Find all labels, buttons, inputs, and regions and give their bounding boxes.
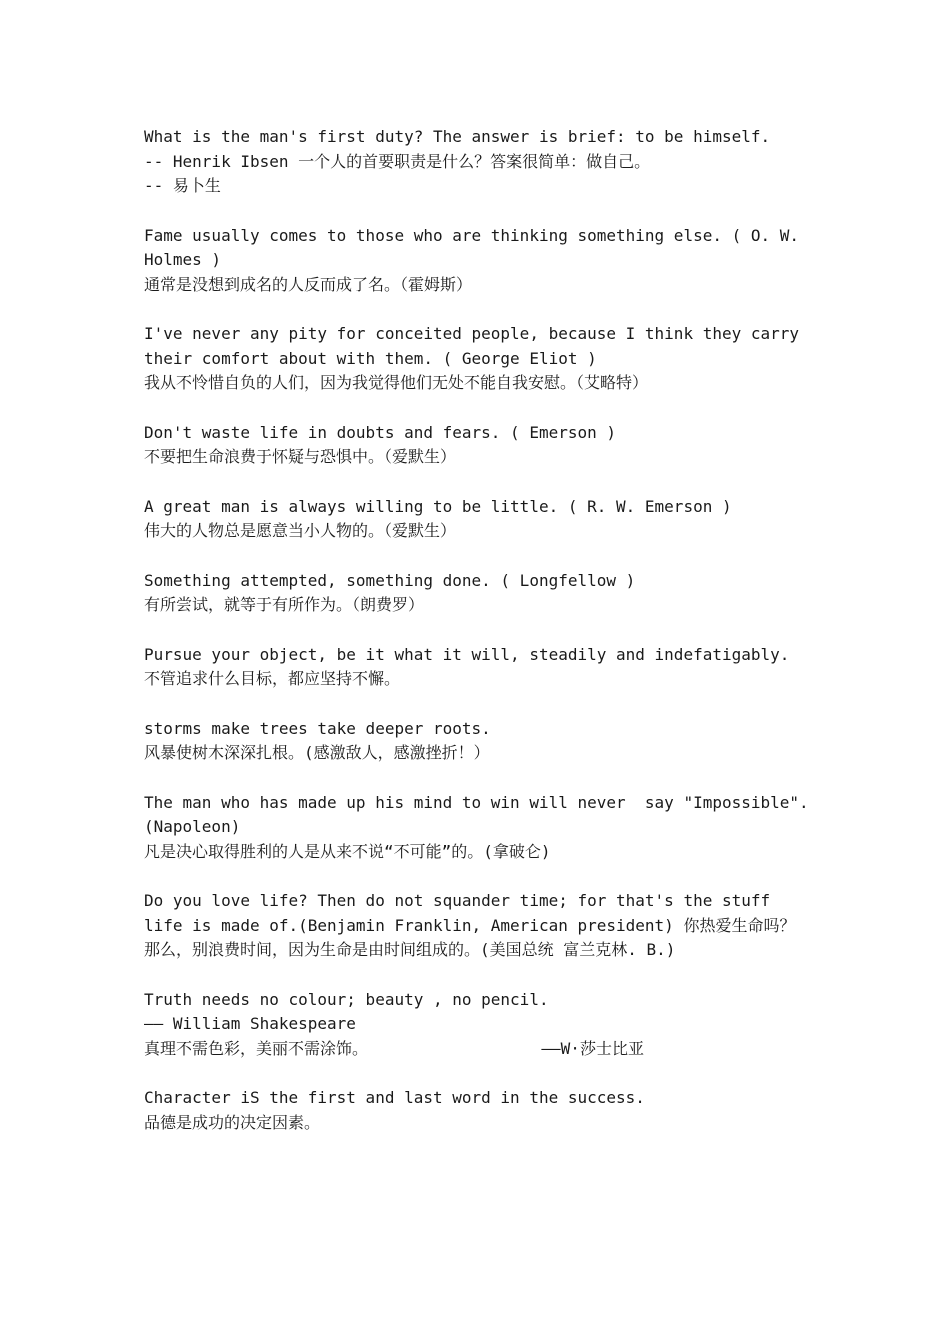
quote-line: —— William Shakespeare bbox=[144, 1014, 356, 1033]
document-page bbox=[144, 125, 824, 1160]
quote-line: 不要把生命浪费于怀疑与恐惧中。（爱默生） bbox=[144, 447, 457, 466]
quote-line-chinese bbox=[144, 1037, 824, 1062]
quote-line: I've never any pity for conceited people, because I think they carry bbox=[144, 324, 800, 343]
quote-line: 有所尝试，就等于有所作为。（朗费罗） bbox=[144, 595, 425, 614]
quote-line: 风暴使树木深深扎根。(感激敌人，感激挫折！） bbox=[144, 743, 490, 762]
quote-line: life is made of.(Benjamin Franklin, American president) 你热爱生命吗？ bbox=[144, 915, 796, 935]
quote-line: (Napoleon) bbox=[144, 817, 241, 836]
quote-line: 不管追求什么目标，都应坚持不懈。 bbox=[144, 669, 401, 688]
quote-line: 我从不怜惜自负的人们，因为我觉得他们无处不能自我安慰。（艾略特） bbox=[144, 373, 649, 392]
quote-line: -- Henrik Ibsen 一个人的首要职责是什么？答案很简单：做自己。 bbox=[144, 151, 651, 171]
quote-line: Pursue your object, be it what it will, steadily and indefatigably. bbox=[144, 644, 790, 664]
quote-franklin bbox=[144, 889, 824, 963]
quote-shakespeare bbox=[144, 988, 824, 1062]
quote-line: -- 易卜生 bbox=[144, 176, 221, 195]
quote-line: 品德是成功的决定因素。 bbox=[144, 1112, 321, 1132]
quote-chinese-signature: ——W·莎士比亚 bbox=[541, 1038, 644, 1058]
quote-line: Character iS the first and last word in the success. bbox=[144, 1088, 645, 1107]
quote-pursue-object bbox=[144, 643, 824, 692]
quote-line: 那么，别浪费时间，因为生命是由时间组成的。(美国总统 富兰克林. B.) bbox=[144, 940, 676, 959]
quote-character bbox=[144, 1086, 824, 1135]
quote-line: Holmes ) bbox=[144, 250, 222, 269]
quote-emerson-doubts bbox=[144, 421, 824, 470]
quote-line: 凡是决心取得胜利的人是从来不说“不可能”的。(拿破仑) bbox=[144, 841, 551, 861]
quote-line: Don't waste life in doubts and fears. ( Emerson ) bbox=[144, 422, 617, 442]
quote-line: Truth needs no colour; beauty , no pencil. bbox=[144, 989, 549, 1009]
quote-chinese-text: 真理不需色彩，美丽不需涂饰。 bbox=[144, 1038, 369, 1058]
quote-line: What is the man's first duty? The answer is brief: to be himself. bbox=[144, 127, 771, 146]
quote-holmes bbox=[144, 224, 824, 298]
quote-line: The man who has made up his mind to win will never say "Impossible". bbox=[144, 792, 809, 812]
quote-line: 通常是没想到成名的人反而成了名。（霍姆斯） bbox=[144, 274, 473, 294]
quote-line: Fame usually comes to those who are thinking something else. ( O. W. bbox=[144, 225, 800, 245]
quote-eliot bbox=[144, 322, 824, 396]
quote-line: their comfort about with them. ( George Eliot ) bbox=[144, 348, 597, 368]
quote-line: 伟大的人物总是愿意当小人物的。（爱默生） bbox=[144, 521, 457, 540]
quote-line: storms make trees take deeper roots. bbox=[144, 718, 491, 738]
quote-longfellow bbox=[144, 569, 824, 618]
quote-napoleon bbox=[144, 791, 824, 865]
quote-line: A great man is always willing to be little. ( R. W. Emerson ) bbox=[144, 496, 732, 516]
quote-line: Something attempted, something done. ( Longfellow ) bbox=[144, 570, 636, 590]
quote-emerson-great-man bbox=[144, 495, 824, 544]
quote-ibsen bbox=[144, 125, 824, 199]
quote-line: Do you love life? Then do not squander time; for that's the stuff bbox=[144, 891, 771, 910]
quote-storms bbox=[144, 717, 824, 766]
